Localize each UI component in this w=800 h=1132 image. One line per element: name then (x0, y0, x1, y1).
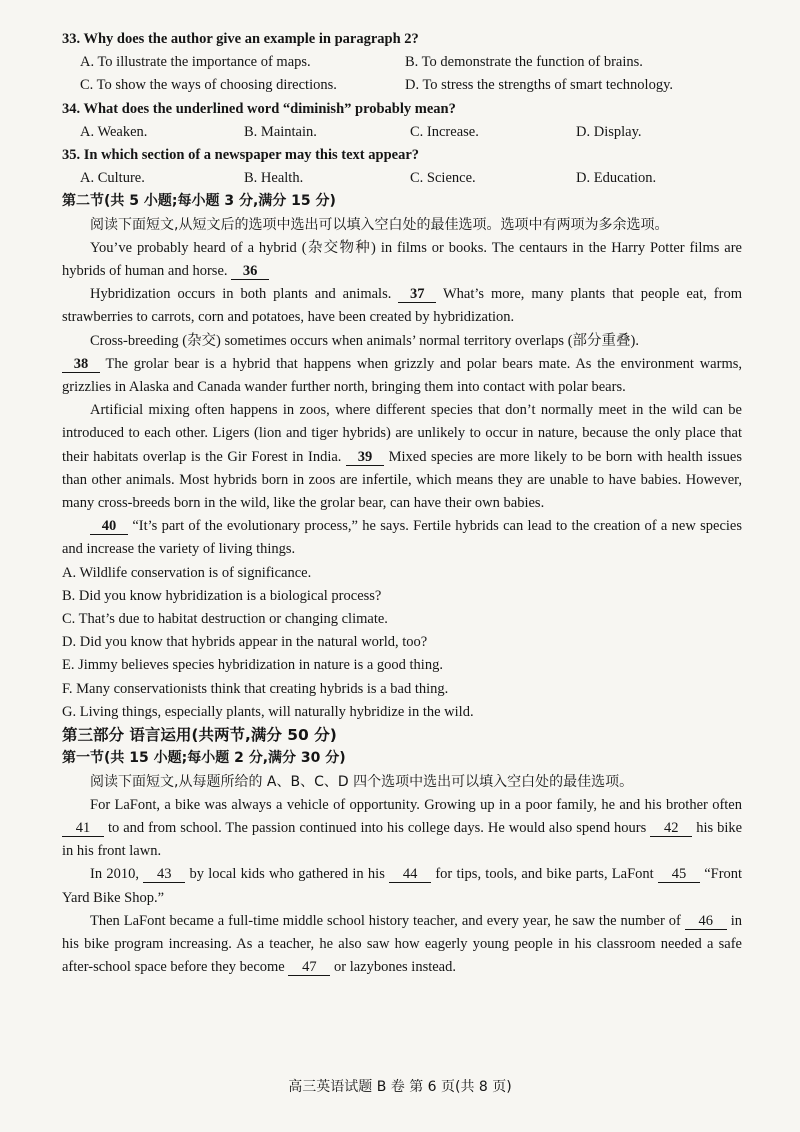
part-3-heading: 第三部分 语言运用(共两节,满分 50 分) (62, 726, 337, 745)
answer-choices-list (62, 562, 742, 724)
question-35-stem: 35. In which section of a newspaper may this text appear? (62, 147, 419, 164)
question-35-options (62, 167, 742, 190)
page-footer: 高三英语试题 B 卷 第 6 页(共 8 页) (288, 1079, 512, 1095)
question-34-stem: 34. What does the underlined word “diminish” probably mean? (62, 100, 456, 117)
part-3-instruction: 阅读下面短文,从每题所给的 A、B、C、D 四个选项中选出可以填入空白处的最佳选项。 (90, 773, 634, 790)
part-3-section-1-heading: 第一节(共 15 小题;每小题 2 分,满分 30 分) (62, 750, 346, 767)
passage-paragraph-4: 38 The grolar bear is a hybrid that happens when grizzly and polar bears mate. As the environment warms, grizzlies in Alaska and Canada wander further north, bringing them into contact with polar bears. (62, 355, 742, 396)
q35-option-d: D. Education. (576, 170, 657, 187)
q34-option-b: B. Maintain. (244, 123, 317, 140)
blank-47[interactable]: 47 (288, 960, 330, 976)
blank-36[interactable]: 36 (231, 264, 269, 280)
passage-paragraph-3: Cross-breeding (杂交) sometimes occurs when animals’ normal territory overlaps (部分重叠). (90, 332, 639, 349)
choice-c: C. That’s due to habitat destruction or changing climate. (62, 611, 388, 628)
question-34-options (62, 121, 742, 144)
q33-option-a: A. To illustrate the importance of maps. (80, 54, 311, 71)
blank-45[interactable]: 45 (658, 867, 700, 883)
blank-41[interactable]: 41 (62, 821, 104, 837)
blank-38[interactable]: 38 (62, 357, 100, 373)
blank-37[interactable]: 37 (398, 287, 436, 303)
cloze-paragraph-1: For LaFont, a bike was always a vehicle of opportunity. Growing up in a poor family, he and his brother often 41 to and from school. The passion continued into his college days. He would also spend hours 42 his bike in his front lawn. (62, 796, 743, 860)
blank-46[interactable]: 46 (685, 914, 727, 930)
choice-a: A. Wildlife conservation is of significance. (62, 564, 312, 581)
passage-paragraph-6: 40 “It’s part of the evolutionary process,” he says. Fertile hybrids can lead to the creation of a new species and increase the variety of living things. (62, 518, 742, 558)
choice-g: G. Living things, especially plants, will naturally hybridize in the wild. (62, 703, 474, 720)
q34-option-c: C. Increase. (410, 123, 479, 140)
q35-option-b: B. Health. (244, 170, 304, 187)
q34-option-d: D. Display. (576, 123, 642, 140)
choice-e: E. Jimmy believes species hybridization in nature is a good thing. (62, 657, 443, 674)
choice-f: F. Many conservationists think that creating hybrids is a bad thing. (62, 680, 449, 697)
q34-option-a: A. Weaken. (80, 123, 148, 140)
question-33-options-row1 (62, 51, 742, 74)
passage-paragraph-1: You’ve probably heard of a hybrid (杂交物种) in films or books. The centaurs in the Harry Potter films are hybrids of human and horse. 36 (62, 239, 742, 280)
cloze-paragraph-3: Then LaFont became a full-time middle school history teacher, and every year, he saw the number of 46 in his bike program increasing. As a teacher, he also saw how eagerly young people in his classroom needed a safe after-school space before they become 47 or lazybones instead. (62, 912, 742, 976)
passage-paragraph-5: Artificial mixing often happens in zoos, where different species that don’t normally meet in the wild can be introduced to each other. Ligers (lion and tiger hybrids) are unlikely to occur in nature, because the only place that their habitats overlap is the Gir Forest in India. 39 Mixed species are more likely to be born with health issues than other animals. Most hybrids born in zoos are infertile, which means they are unable to have babies. However, many cross-breeds born in the wild, like the grolar bear, can have their own babies. (62, 402, 743, 512)
blank-40[interactable]: 40 (90, 519, 128, 535)
exam-page (62, 28, 742, 979)
section-2-heading: 第二节(共 5 小题;每小题 3 分,满分 15 分) (62, 193, 336, 210)
cloze-paragraph-2: In 2010, 43 by local kids who gathered in his 44 for tips, tools, and bike parts, LaFont 45 “Front Yard Bike Shop.” (62, 866, 743, 906)
q33-option-d: D. To stress the strengths of smart technology. (405, 77, 674, 94)
question-33-options-row2 (62, 74, 742, 97)
blank-42[interactable]: 42 (650, 821, 692, 837)
q35-option-a: A. Culture. (80, 170, 145, 187)
q33-option-b: B. To demonstrate the function of brains. (405, 54, 643, 71)
blank-44[interactable]: 44 (389, 867, 431, 883)
choice-d: D. Did you know that hybrids appear in the natural world, too? (62, 634, 428, 651)
choice-b: B. Did you know hybridization is a biological process? (62, 587, 382, 604)
q33-option-c: C. To show the ways of choosing directions. (80, 77, 337, 94)
passage-paragraph-2: Hybridization occurs in both plants and animals. 37 What’s more, many plants that people eat, from strawberries to carrots, corn and potatoes, have been created by hybridization. (62, 286, 742, 326)
question-33-stem: 33. Why does the author give an example in paragraph 2? (62, 31, 419, 47)
section-2-instruction: 阅读下面短文,从短文后的选项中选出可以填入空白处的最佳选项。选项中有两项为多余选项。 (90, 216, 669, 233)
blank-39[interactable]: 39 (346, 450, 384, 466)
blank-43[interactable]: 43 (143, 867, 185, 883)
q35-option-c: C. Science. (410, 170, 476, 187)
